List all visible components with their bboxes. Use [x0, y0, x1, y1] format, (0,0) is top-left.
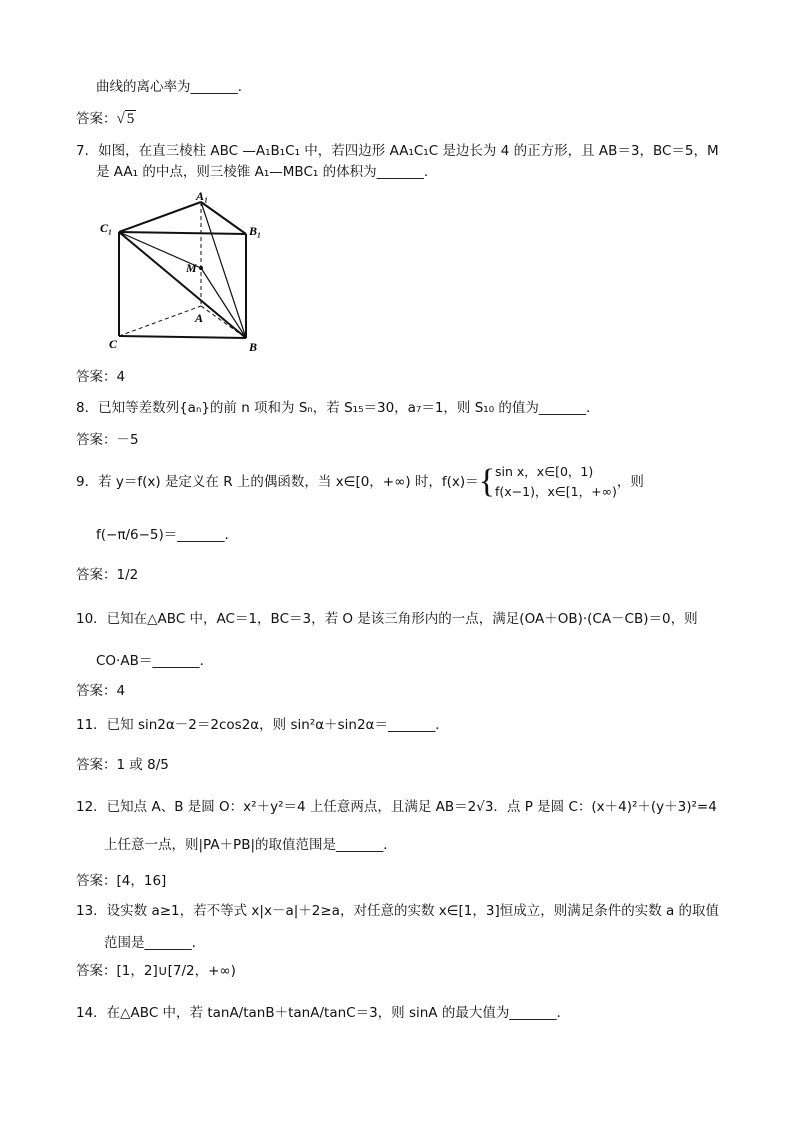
q12-answer: 答案：[4，16]: [76, 873, 167, 889]
q10-line2: CO·AB＝_______．: [96, 653, 214, 669]
prism-figure: [100, 188, 275, 358]
answer-label: 答案：: [76, 111, 117, 127]
label-a1: A₁: [196, 189, 209, 203]
q11-answer: 答案：1 或 8/5: [76, 757, 169, 773]
q9-answer: 答案：1/2: [76, 567, 139, 583]
label-b1: B₁: [249, 224, 262, 238]
piecewise-cases: sin x，x∈[0，1) f(x−1)，x∈[1，+∞): [495, 464, 617, 499]
q10-answer: 答案：4: [76, 683, 126, 699]
q11-text: 11．已知 sin2α－2＝2cos2α，则 sin²α＋sin2α＝_______．: [76, 717, 449, 733]
label-m: M: [186, 261, 197, 275]
q13-answer: 答案：[1，2]∪[7/2，+∞): [76, 963, 236, 979]
q13-line2: 范围是_______．: [104, 935, 206, 951]
edge-c1a1: [119, 202, 201, 232]
edge-a1b1: [201, 202, 246, 234]
edge-c1b: [119, 232, 246, 338]
label-b: B: [249, 340, 258, 354]
q9-line1: 9．若 y＝f(x) 是定义在 R 上的偶函数，当 x∈[0，+∞) 时，f(x)＝ { sin x，x∈[0，1) f(x−1)，x∈[1，+∞) ，则: [76, 463, 644, 500]
q13-line1: 13．设实数 a≥1，若不等式 x|x－a|＋2≥a，对任意的实数 x∈[1，3]恒成立，则满足条件的实数 a 的取值: [76, 903, 720, 919]
q7-line1: 7．如图，在直三棱柱 ABC —A₁B₁C₁ 中，若四边形 AA₁C₁C 是边长为 4 的正方形，且 AB＝3，BC＝5，M: [76, 143, 719, 159]
label-a: A: [195, 311, 204, 325]
q8-answer: 答案：－5: [76, 432, 139, 448]
edge-cb: [119, 336, 246, 338]
q6-tail: 曲线的离心率为_______．: [96, 79, 252, 95]
q6-answer: 答案：√ 5: [76, 111, 135, 127]
q9-line2: f(−π/6−5)＝_______．: [96, 527, 239, 543]
q12-line2: 上任意一点，则|PA＋PB|的取值范围是_______．: [104, 837, 397, 853]
label-c: C: [109, 337, 118, 351]
q10-line1: 10．已知在△ABC 中，AC＝1，BC＝3，若 O 是该三角形内的一点，满足(OA＋OB)·(CA－CB)＝0，则: [76, 611, 698, 627]
q12-line1: 12．已知点 A、B 是圆 O：x²＋y²＝4 上任意两点，且满足 AB＝2√3．点 P 是圆 C：(x＋4)²＋(y＋3)²=4: [76, 799, 717, 815]
q7-line2: 是 AA₁ 的中点，则三棱锥 A₁—MBC₁ 的体积为_______．: [96, 164, 438, 180]
edge-c1b1: [119, 232, 246, 234]
point-m: [199, 266, 203, 270]
q8-text: 8．已知等差数列{aₙ}的前 n 项和为 Sₙ，若 S₁₅＝30，a₇＝1，则 S₁₀ 的值为_______．: [76, 400, 600, 416]
edge-a1b: [201, 202, 246, 338]
edge-ca: [119, 306, 204, 336]
edge-mb: [201, 268, 246, 338]
q7-answer: 答案：4: [76, 369, 126, 385]
label-c1: C₁: [100, 221, 113, 235]
piecewise-brace: {: [478, 463, 496, 500]
q14-text: 14．在△ABC 中，若 tanA/tanB＋tanA/tanC＝3，则 sinA 的最大值为_______．: [76, 1005, 571, 1021]
